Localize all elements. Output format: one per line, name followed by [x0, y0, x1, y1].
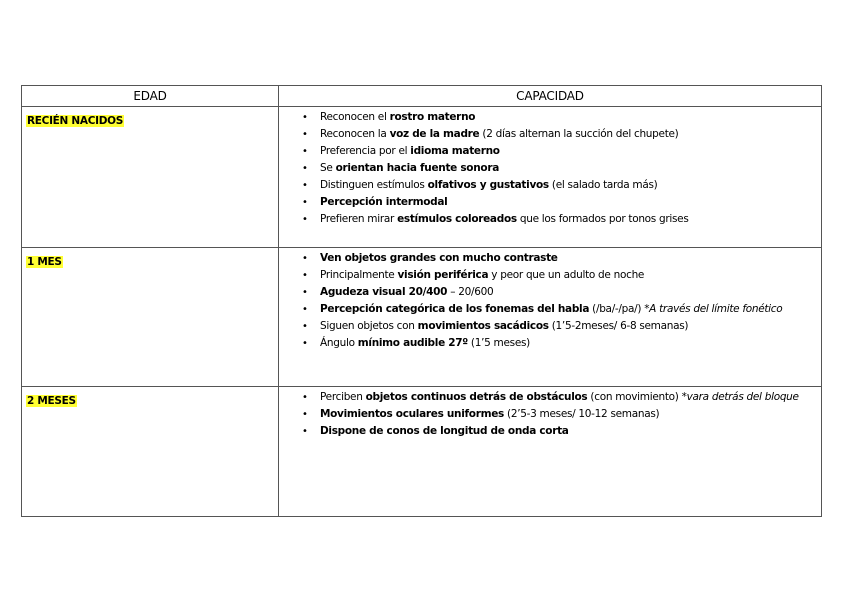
table-row — [22, 107, 822, 248]
header-row — [22, 86, 822, 107]
list-item: • Preferencia por el idioma materno — [320, 143, 821, 160]
list-item: • Ángulo mínimo audible 27º (1’5 meses) — [320, 335, 821, 352]
table-row — [22, 387, 822, 517]
list-item: • Percepción categórica de los fonemas del habla (/ba/-/pa/) *A través del límite fonético — [320, 301, 821, 318]
age-cell — [22, 387, 279, 517]
list-item: • Movimientos oculares uniformes (2’5-3 meses/ 10-12 semanas) — [320, 406, 821, 423]
header-age: EDAD — [22, 86, 279, 107]
list-item: • Siguen objetos con movimientos sacádicos (1’5-2meses/ 6-8 semanas) — [320, 318, 821, 335]
list-item: • Agudeza visual 20/400 – 20/600 — [320, 284, 821, 301]
list-item: • Principalmente visión periférica y peor que un adulto de noche — [320, 267, 821, 284]
list-item: • Reconocen el rostro materno — [320, 109, 821, 126]
age-label: RECIÉN NACIDOS — [27, 115, 124, 127]
list-item: • Dispone de conos de longitud de onda corta — [320, 423, 821, 440]
capacity-cell — [279, 107, 822, 248]
age-label: 1 MES — [27, 256, 62, 268]
capacity-cell — [279, 248, 822, 387]
age-cell — [22, 248, 279, 387]
header-capacity: CAPACIDAD — [279, 86, 822, 107]
list-item: • Prefieren mirar estímulos coloreados que los formados por tonos grises — [320, 211, 821, 228]
capacity-list — [279, 389, 821, 440]
age-cell — [22, 107, 279, 248]
capacity-list — [279, 109, 821, 228]
list-item: • Ven objetos grandes con mucho contraste — [320, 250, 821, 267]
age-label: 2 MESES — [27, 395, 76, 407]
capacity-cell — [279, 387, 822, 517]
list-item: • Se orientan hacia fuente sonora — [320, 160, 821, 177]
list-item: • Percepción intermodal — [320, 194, 821, 211]
list-item: • Perciben objetos continuos detrás de obstáculos (con movimiento) *vara detrás del bloque — [320, 389, 821, 406]
table-row — [22, 248, 822, 387]
development-table — [21, 85, 822, 517]
capacity-list — [279, 250, 821, 352]
list-item: • Distinguen estímulos olfativos y gustativos (el salado tarda más) — [320, 177, 821, 194]
list-item: • Reconocen la voz de la madre (2 días alternan la succión del chupete) — [320, 126, 821, 143]
